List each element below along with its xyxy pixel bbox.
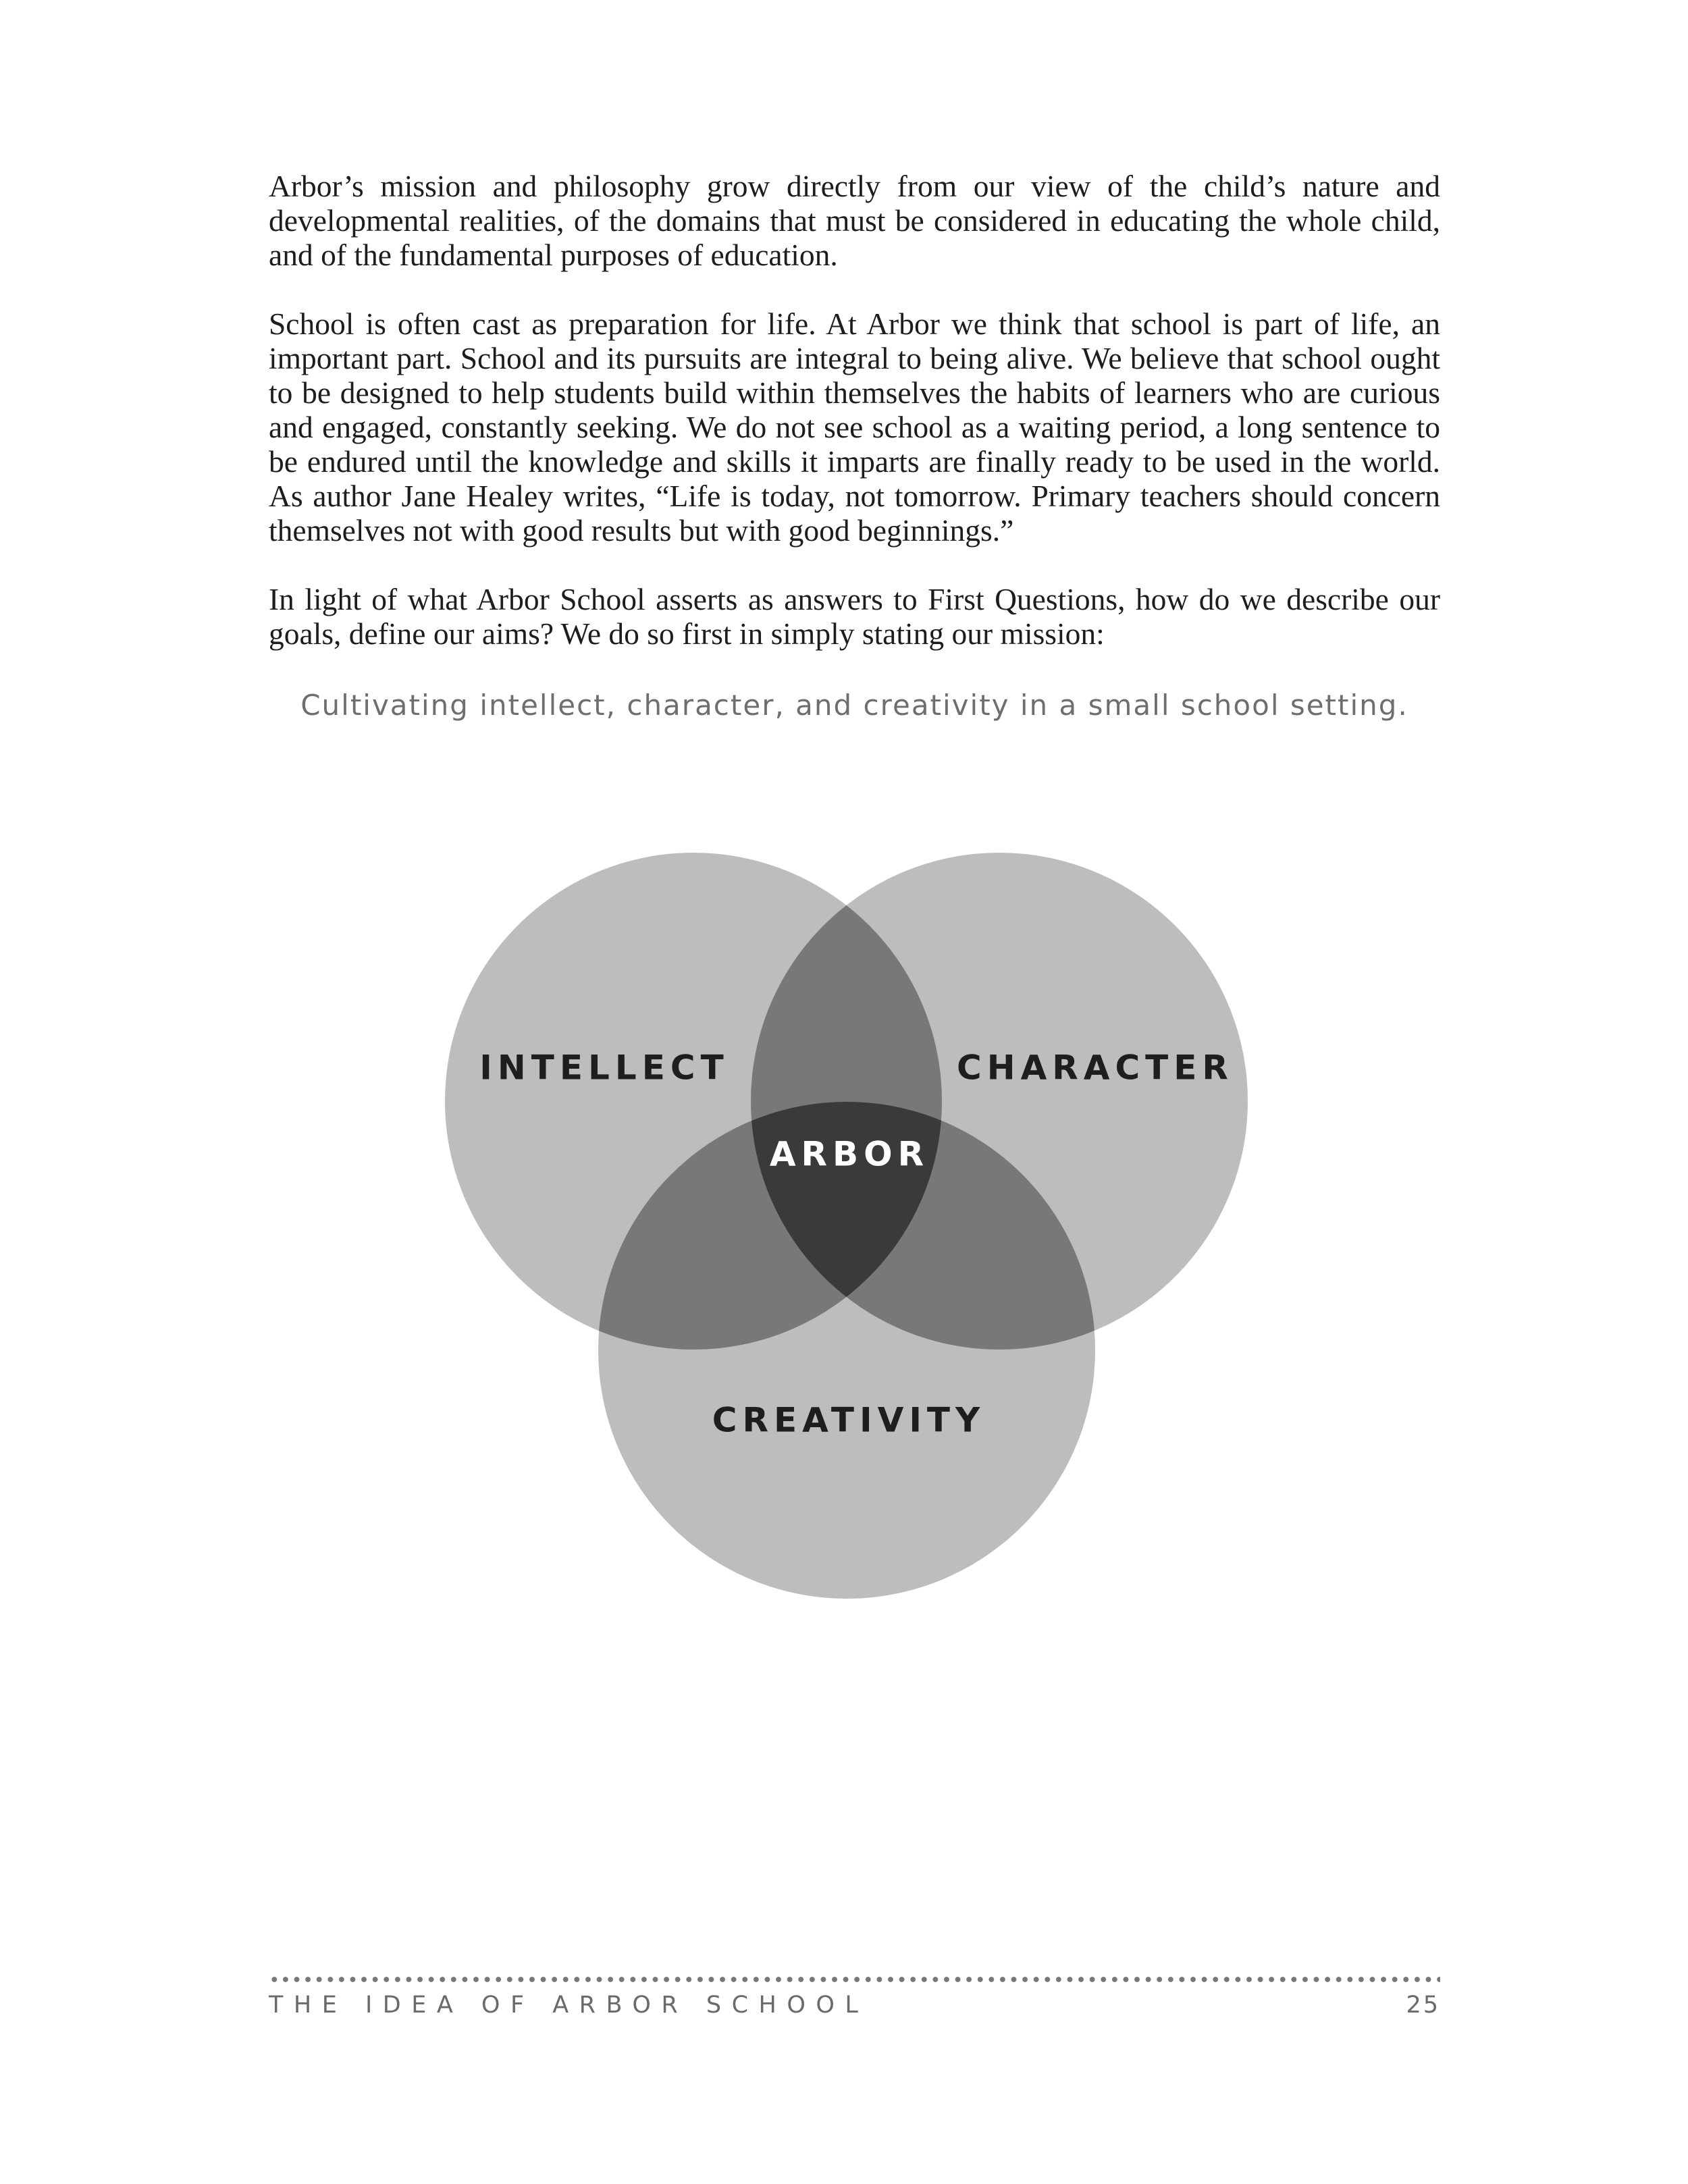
paragraph-1: Arbor’s mission and philosophy grow directly from our view of the child’s nature and developmental realities, of the domains that must be considered in educating the whole child, and of the fundamental purposes of education.	[269, 169, 1440, 272]
creativity-label: CREATIVITY	[712, 1400, 986, 1440]
footer-dotted-rule	[269, 1977, 1440, 1982]
character-label: CHARACTER	[957, 1048, 1234, 1088]
arbor-label: ARBOR	[769, 1134, 930, 1174]
paragraph-2: School is often cast as preparation for life. At Arbor we think that school is part of life, an important part. School and its pursuits are integral to being alive. We believe that school ought to be designed to help students build within themselves the habits of learners who are curious and engaged, constantly seeking. We do not see school as a waiting period, a long sentence to be endured until the knowledge and skills it imparts are finally ready to be used in the world. As author Jane Healey writes, “Life is today, not tomorrow. Primary teachers should concern themselves not with good results but with good beginnings.”	[269, 307, 1440, 548]
page-number: 25	[1406, 1992, 1440, 2019]
footer-title: THE IDEA OF ARBOR SCHOOL	[269, 1992, 869, 2019]
paragraph-3: In light of what Arbor School asserts as answers to First Questions, how do we describe our goals, define our aims? We do so first in simply stating our mission:	[269, 582, 1440, 651]
intellect-label: INTELLECT	[479, 1048, 729, 1088]
mission-statement: Cultivating intellect, character, and creativity in a small school setting.	[300, 689, 1408, 722]
